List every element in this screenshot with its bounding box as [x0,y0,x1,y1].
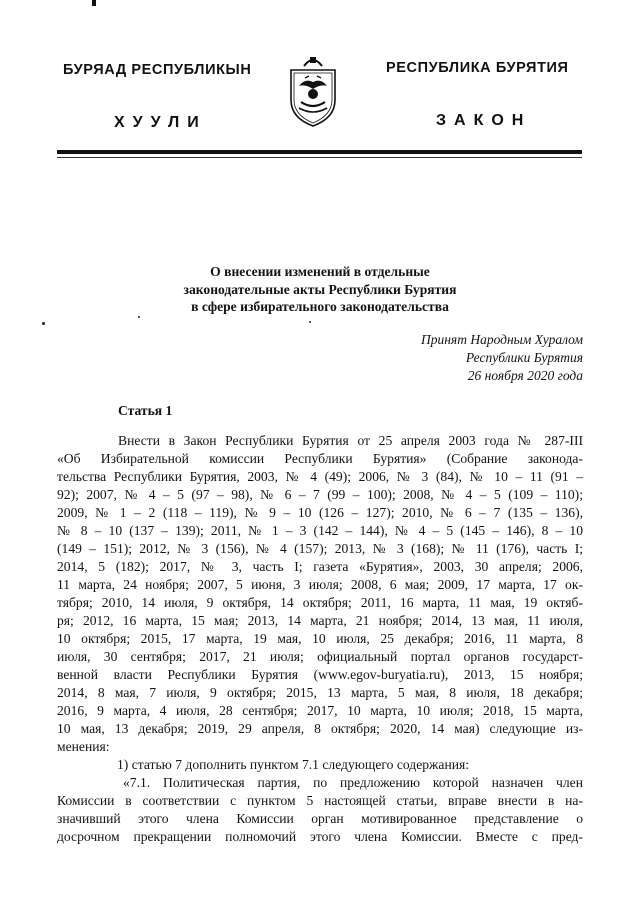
body-line: ря; 2012, 16 марта, 15 мая; 2013, 14 марта, 21 ноября; 2014, 13 мая, 11 июля, [57,613,583,628]
body-line: 2016, 9 марта, 4 июля, 28 сентября; 2017, 10 марта, 10 июля; 2018, 15 марта, [57,703,583,718]
adoption-line: Республики Бурятия [465,350,583,365]
article-heading: Статья 1 [118,403,173,418]
body-line: тября; 2010, 14 июля, 9 октября, 14 октября; 2011, 16 марта, 11 мая, 19 октяб- [57,595,583,610]
title-line: законодательные акты Республики Бурятия [183,281,457,297]
body-line: № 8 – 10 (137 – 139); 2011, № 1 – 3 (142 – 144), № 4 – 5 (145 – 146), 8 – 10 [57,523,583,538]
body-line: 2009, № 1 – 2 (118 – 119), № 9 – 10 (126 – 127); 2010, № 6 – 7 (135 – 136), [57,505,583,520]
scan-speck [309,321,311,323]
article-body [57,432,583,846]
body-line: 11 марта, 24 ноября; 2007, 5 июня, 3 июля; 2008, 6 мая; 2009, 17 марта, 17 ок- [57,577,583,592]
header-right-bottom: ЗАКОН [436,112,532,129]
body-line: июля, 30 сентября; 2017, 21 июля; официальный портал органов государст- [57,649,583,664]
scan-mark [92,0,96,6]
body-line: 92); 2007, № 4 – 5 (97 – 98), № 6 – 7 (99 – 100); 2008, № 4 – 5 (109 – 110); [57,487,583,502]
header-right-top: РЕСПУБЛИКА БУРЯТИЯ [386,60,569,76]
body-line: Внести в Закон Республики Бурятия от 25 апреля 2003 года № 287-III [118,433,583,448]
scan-speck [138,316,140,318]
title-line: О внесении изменений в отдельные [210,264,430,279]
law-title [140,263,500,316]
adoption-line: Принят Народным Хуралом [420,332,583,347]
body-line: досрочном прекращении полномочий этого члена Комиссии. Вместе с пред- [57,829,583,844]
adoption-date: 26 ноября 2020 года [467,368,583,383]
body-line: (149 – 151); 2012, № 3 (156), № 4 (157); 2013, № 3 (168); № 11 (176), часть I; [57,541,583,556]
body-line: тельства Республики Бурятия, 2003, № 4 (49); 2006, № 3 (84), № 10 – 11 (91 – [57,469,583,484]
scan-speck [42,322,45,325]
body-line: менения: [57,739,110,754]
body-line: венной власти Республики Бурятия (www.egov-buryatia.ru), 2013, 15 ноября; [57,667,583,682]
body-line: «7.1. Политическая партия, по предложению которой назначен член [123,775,583,790]
header-left-top: БУРЯАД РЕСПУБЛИКЫН [63,62,252,78]
body-line: 2014, 5 (182); 2017, № 3, часть I; газета «Бурятия», 2003, 30 апреля; 2006, [57,559,583,574]
body-line: значивший этого члена Комиссии орган мотивированное представление о [57,811,583,826]
body-line: 10 мая, 13 декабря; 2019, 29 апреля, 8 октября; 2020, 14 мая) следующие из- [57,721,583,736]
body-line: 2014, 8 мая, 7 июля, 9 октября; 2015, 13 марта, 5 мая, 8 июля, 18 декабря; [57,685,583,700]
header-rule-thin [57,157,582,158]
header-rule [57,150,582,154]
body-line: Комиссии в соответствии с пунктом 5 настоящей статьи, вправе внести в на- [57,793,583,808]
coat-of-arms-icon [287,56,339,128]
adoption-note [421,331,583,385]
body-line: 10 октября; 2015, 17 марта, 19 мая, 10 июля, 25 декабря; 2016, 11 марта, 8 [57,631,583,646]
body-line: «Об Избирательной комиссии Республики Бурятия» (Собрание законода- [57,451,583,466]
title-line: в сфере избирательного законодательства [191,299,449,314]
header-left-bottom: ХУУЛИ [114,114,207,131]
body-line: 1) статью 7 дополнить пунктом 7.1 следующего содержания: [117,757,470,772]
